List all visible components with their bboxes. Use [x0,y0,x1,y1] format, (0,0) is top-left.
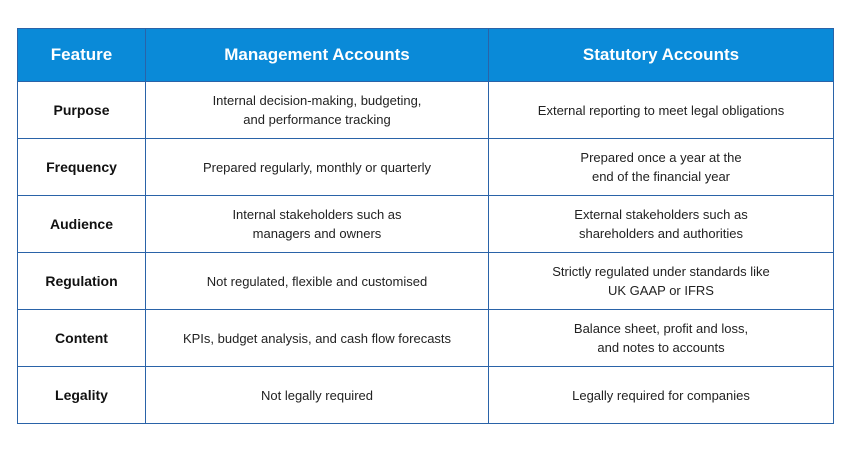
statutory-cell: Balance sheet, profit and loss, and notes to accounts [489,310,834,367]
header-statutory-accounts: Statutory Accounts [489,29,834,82]
management-cell: Not legally required [146,367,489,424]
feature-cell: Content [18,310,146,367]
management-cell: KPIs, budget analysis, and cash flow forecasts [146,310,489,367]
table-row [18,82,834,139]
header-row [18,29,834,82]
statutory-cell: External reporting to meet legal obligations [489,82,834,139]
comparison-table [17,28,834,424]
feature-cell: Legality [18,367,146,424]
management-cell: Prepared regularly, monthly or quarterly [146,139,489,196]
feature-cell: Regulation [18,253,146,310]
table-row [18,367,834,424]
feature-cell: Audience [18,196,146,253]
management-cell: Internal decision-making, budgeting, and performance tracking [146,82,489,139]
feature-cell: Frequency [18,139,146,196]
statutory-cell: Legally required for companies [489,367,834,424]
table-row [18,139,834,196]
management-cell: Internal stakeholders such as managers and owners [146,196,489,253]
header-management-accounts: Management Accounts [146,29,489,82]
table-row [18,196,834,253]
statutory-cell: Strictly regulated under standards like UK GAAP or IFRS [489,253,834,310]
table-row [18,310,834,367]
header-feature: Feature [18,29,146,82]
management-cell: Not regulated, flexible and customised [146,253,489,310]
statutory-cell: Prepared once a year at the end of the financial year [489,139,834,196]
feature-cell: Purpose [18,82,146,139]
statutory-cell: External stakeholders such as shareholders and authorities [489,196,834,253]
table-row [18,253,834,310]
